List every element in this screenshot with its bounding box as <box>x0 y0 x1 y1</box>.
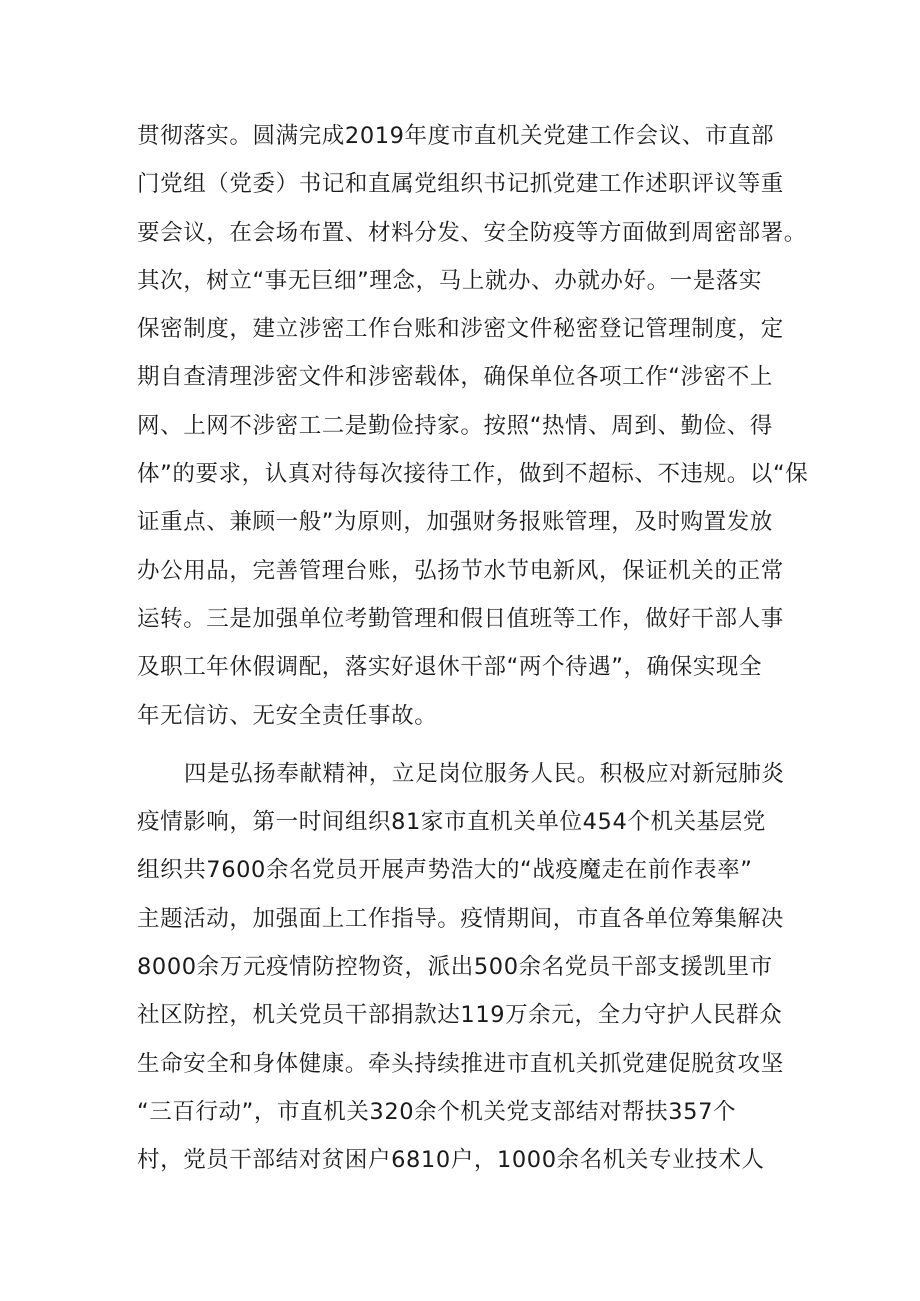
text-line: “三百行动”，市直机关320余个机关党支部结对帮扶357个 <box>137 1098 737 1125</box>
text-line: 村，党员干部结对贫困户6810户，1000余名机关专业技术人 <box>137 1147 765 1174</box>
text-line: 其次，树立“事无巨细”理念，马上就办、办就办好。一是落实 <box>137 267 763 294</box>
text-line: 8000余万元疫情防控物资，派出500余名党员干部支援凯里市 <box>137 954 773 981</box>
text-line: 证重点、兼顾一般”为原则，加强财务报账管理，及时购置发放 <box>137 509 773 536</box>
paragraph-start-line: 四是弘扬奉献精神，立足岗位服务人民。积极应对新冠肺炎 <box>184 760 785 787</box>
text-line: 贯彻落实。圆满完成2019年度市直机关党建工作会议、市直部 <box>137 123 775 149</box>
text-line: 要会议，在会场布置、材料分发、安全防疫等方面做到周密部署。 <box>137 219 807 246</box>
text-line: 疫情影响，第一时间组织81家市直机关单位454个机关基层党 <box>137 809 766 836</box>
text-line: 主题活动，加强面上工作指导。疫情期间，市直各单位筹集解决 <box>137 905 784 932</box>
text-line: 网、上网不涉密工二是勤俭持家。按照“热情、周到、勤俭、得 <box>137 412 773 439</box>
text-line: 体”的要求，认真对待每次接待工作，做到不超标、不违规。以“保 <box>137 461 809 488</box>
text-line: 运转。三是加强单位考勤管理和假日值班等工作，做好干部人事 <box>137 605 784 632</box>
text-line: 门党组（党委）书记和直属党组织书记抓党建工作述职评议等重 <box>137 171 784 198</box>
text-line: 生命安全和身体健康。牵头持续推进市直机关抓党建促脱贫攻坚 <box>137 1050 784 1077</box>
text-line: 期自查清理涉密文件和涉密载体，确保单位各项工作“涉密不上 <box>137 364 773 391</box>
text-line: 年无信访、无安全责任事故。 <box>137 702 438 729</box>
text-line: 组织共7600余名党员开展声势浩大的“战疫魔走在前作表率” <box>137 857 753 884</box>
text-line: 社区防控，机关党员干部捐款达119万余元，全力守护人民群众 <box>137 1002 783 1029</box>
text-line: 办公用品，完善管理台账，弘扬节水节电新风，保证机关的正常 <box>137 557 784 584</box>
body-text <box>137 112 809 1185</box>
text-line: 保密制度，建立涉密工作台账和涉密文件秘密登记管理制度，定 <box>137 316 784 343</box>
text-line: 及职工年休假调配，落实好退休干部“两个待遇”，确保实现全 <box>137 654 763 681</box>
